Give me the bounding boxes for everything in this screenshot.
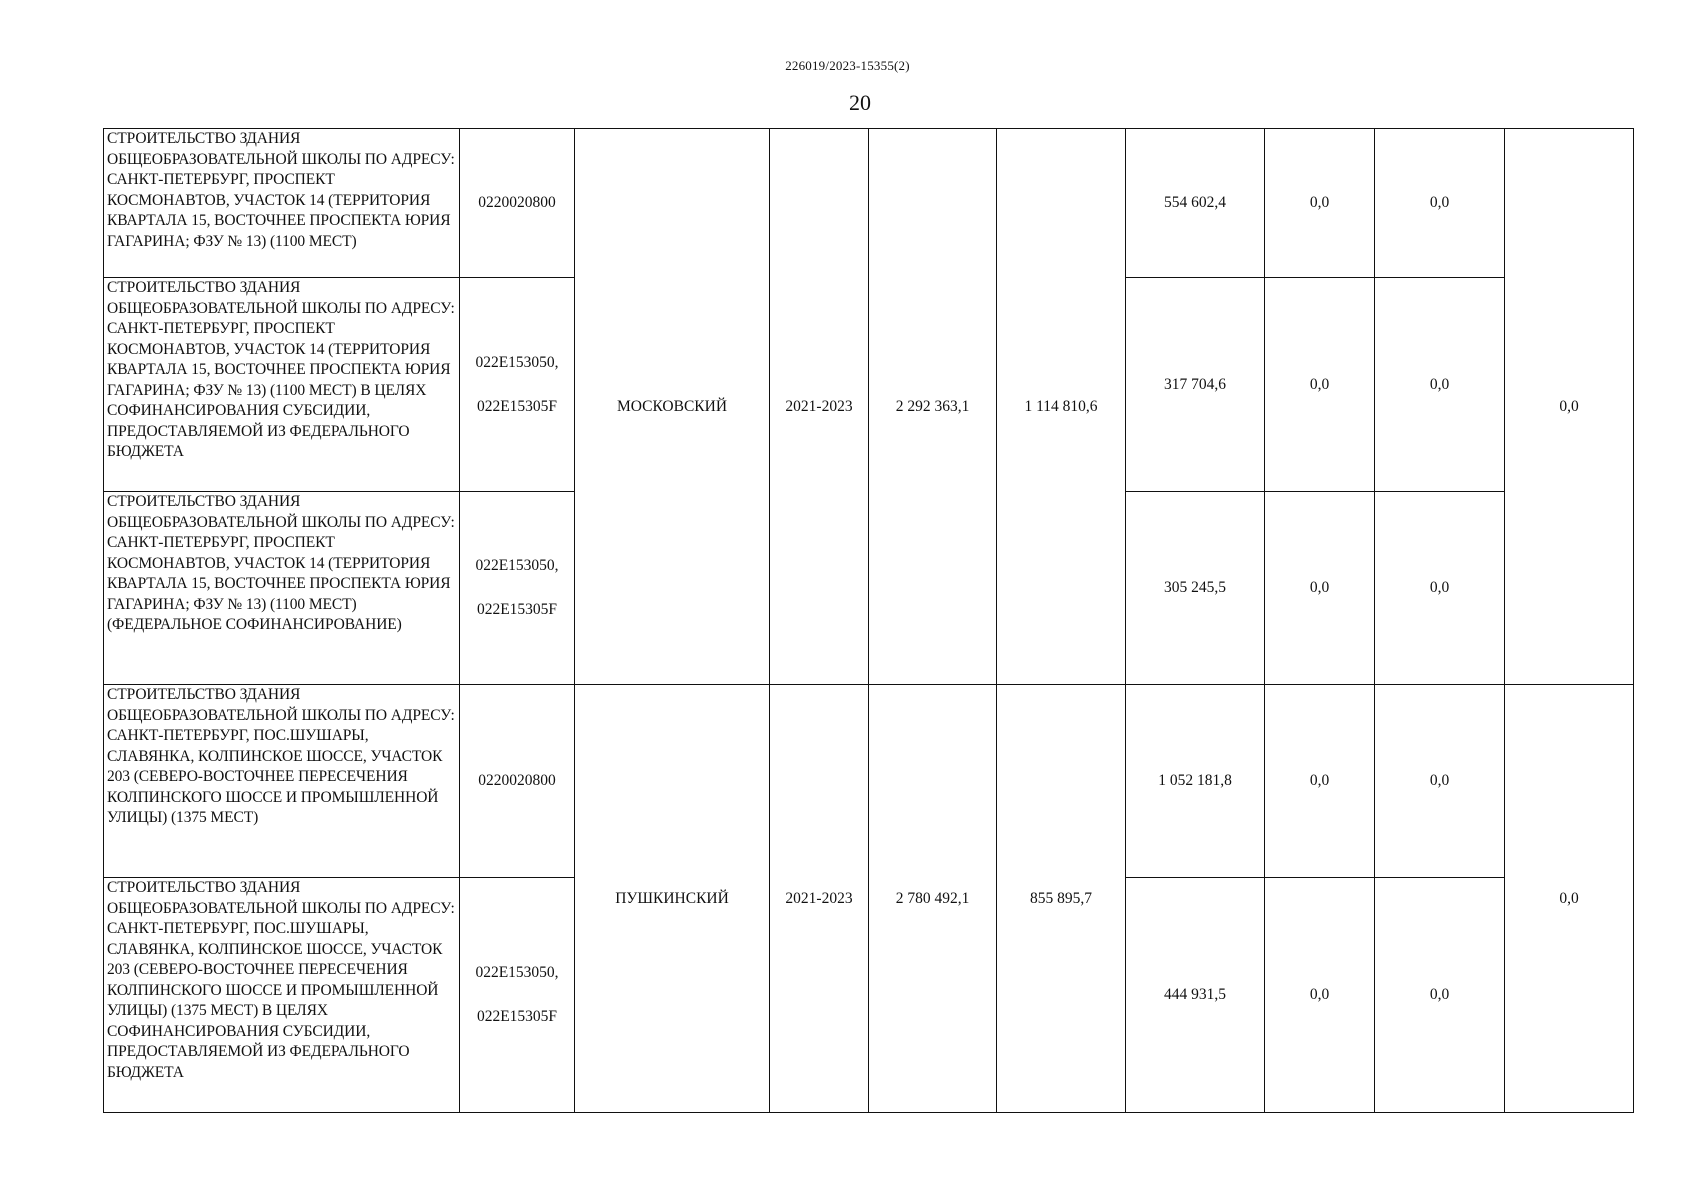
amount-cell: 0,0 xyxy=(1375,492,1505,685)
total-cost-cell: 2 780 492,1 xyxy=(869,685,997,1113)
amount-cell: 305 245,5 xyxy=(1126,492,1265,685)
amount-cell: 0,0 xyxy=(1265,878,1375,1113)
budget-code: 022Е15305F xyxy=(476,1008,558,1025)
budget-code: 022Е15305F xyxy=(476,601,558,618)
final-amount-cell: 0,0 xyxy=(1505,685,1634,1113)
amount-cell: 0,0 xyxy=(1265,129,1375,278)
budget-code-cell xyxy=(460,278,575,492)
final-amount-cell: 0,0 xyxy=(1505,129,1634,685)
amount-cell: 0,0 xyxy=(1265,492,1375,685)
period-cell: 2021-2023 xyxy=(770,129,869,685)
amount-cell: 0,0 xyxy=(1375,278,1505,492)
spent-amount-cell: 855 895,7 xyxy=(997,685,1126,1113)
budget-code-cell xyxy=(460,129,575,278)
object-name-cell: СТРОИТЕЛЬСТВО ЗДАНИЯ ОБЩЕОБРАЗОВАТЕЛЬНОЙ ШКОЛЫ ПО АДРЕСУ: САНКТ-ПЕТЕРБУРГ, ПРОСПЕКТ КОСМОНАВТОВ, УЧАСТОК 14 (ТЕРРИТОРИЯ КВАРТАЛА 15, ВОСТОЧНЕЕ ПРОСПЕКТА ЮРИЯ ГАГАРИНА; ФЗУ № 13) (1100 МЕСТ) В ЦЕЛЯХ СОФИНАНСИРОВАНИЯ СУБСИДИИ, ПРЕДОСТАВЛЯЕМОЙ ИЗ ФЕДЕРАЛЬНОГО БЮДЖЕТА xyxy=(104,278,460,492)
total-cost-cell: 2 292 363,1 xyxy=(869,129,997,685)
amount-cell: 0,0 xyxy=(1265,278,1375,492)
amount-cell: 0,0 xyxy=(1265,685,1375,878)
spent-amount-cell: 1 114 810,6 xyxy=(997,129,1126,685)
table-row xyxy=(104,685,1634,878)
district-cell: ПУШКИНСКИЙ xyxy=(575,685,770,1113)
amount-cell: 554 602,4 xyxy=(1126,129,1265,278)
table-row xyxy=(104,129,1634,278)
document-registration-number: 226019/2023-15355(2) xyxy=(785,58,910,73)
budget-code: 0220020800 xyxy=(478,194,556,211)
amount-cell: 0,0 xyxy=(1375,878,1505,1113)
object-name-cell: СТРОИТЕЛЬСТВО ЗДАНИЯ ОБЩЕОБРАЗОВАТЕЛЬНОЙ ШКОЛЫ ПО АДРЕСУ: САНКТ-ПЕТЕРБУРГ, ПОС.ШУШАРЫ, СЛАВЯНКА, КОЛПИНСКОЕ ШОССЕ, УЧАСТОК 203 (СЕВЕРО-ВОСТОЧНЕЕ ПЕРЕСЕЧЕНИЯ КОЛПИНСКОГО ШОССЕ И ПРОМЫШЛЕННОЙ УЛИЦЫ) (1375 МЕСТ) В ЦЕЛЯХ СОФИНАНСИРОВАНИЯ СУБСИДИИ, ПРЕДОСТАВЛЯЕМОЙ ИЗ ФЕДЕРАЛЬНОГО БЮДЖЕТА xyxy=(104,878,460,1113)
budget-table xyxy=(103,128,1634,1113)
budget-code: 022Е153050, xyxy=(475,353,559,371)
budget-code-cell xyxy=(460,492,575,685)
object-name-cell: СТРОИТЕЛЬСТВО ЗДАНИЯ ОБЩЕОБРАЗОВАТЕЛЬНОЙ ШКОЛЫ ПО АДРЕСУ: САНКТ-ПЕТЕРБУРГ, ПОС.ШУШАРЫ, СЛАВЯНКА, КОЛПИНСКОЕ ШОССЕ, УЧАСТОК 203 (СЕВЕРО-ВОСТОЧНЕЕ ПЕРЕСЕЧЕНИЯ КОЛПИНСКОГО ШОССЕ И ПРОМЫШЛЕННОЙ УЛИЦЫ) (1375 МЕСТ) xyxy=(104,685,460,878)
amount-cell: 317 704,6 xyxy=(1126,278,1265,492)
amount-cell: 444 931,5 xyxy=(1126,878,1265,1113)
budget-code: 022Е153050, xyxy=(475,557,559,574)
budget-code-cell xyxy=(460,878,575,1113)
amount-cell: 0,0 xyxy=(1375,129,1505,278)
budget-code: 0220020800 xyxy=(478,772,556,789)
page-number: 20 xyxy=(849,90,871,115)
object-name-cell: СТРОИТЕЛЬСТВО ЗДАНИЯ ОБЩЕОБРАЗОВАТЕЛЬНОЙ ШКОЛЫ ПО АДРЕСУ: САНКТ-ПЕТЕРБУРГ, ПРОСПЕКТ КОСМОНАВТОВ, УЧАСТОК 14 (ТЕРРИТОРИЯ КВАРТАЛА 15, ВОСТОЧНЕЕ ПРОСПЕКТА ЮРИЯ ГАГАРИНА; ФЗУ № 13) (1100 МЕСТ) (ФЕДЕРАЛЬНОЕ СОФИНАНСИРОВАНИЕ) xyxy=(104,492,460,685)
amount-cell: 0,0 xyxy=(1375,685,1505,878)
period-cell: 2021-2023 xyxy=(770,685,869,1113)
budget-code-cell xyxy=(460,685,575,878)
budget-code: 022Е15305F xyxy=(476,397,558,415)
object-name-cell: СТРОИТЕЛЬСТВО ЗДАНИЯ ОБЩЕОБРАЗОВАТЕЛЬНОЙ ШКОЛЫ ПО АДРЕСУ: САНКТ-ПЕТЕРБУРГ, ПРОСПЕКТ КОСМОНАВТОВ, УЧАСТОК 14 (ТЕРРИТОРИЯ КВАРТАЛА 15, ВОСТОЧНЕЕ ПРОСПЕКТА ЮРИЯ ГАГАРИНА; ФЗУ № 13) (1100 МЕСТ) xyxy=(104,129,460,278)
amount-cell: 1 052 181,8 xyxy=(1126,685,1265,878)
district-cell: МОСКОВСКИЙ xyxy=(575,129,770,685)
budget-code: 022Е153050, xyxy=(475,964,559,981)
